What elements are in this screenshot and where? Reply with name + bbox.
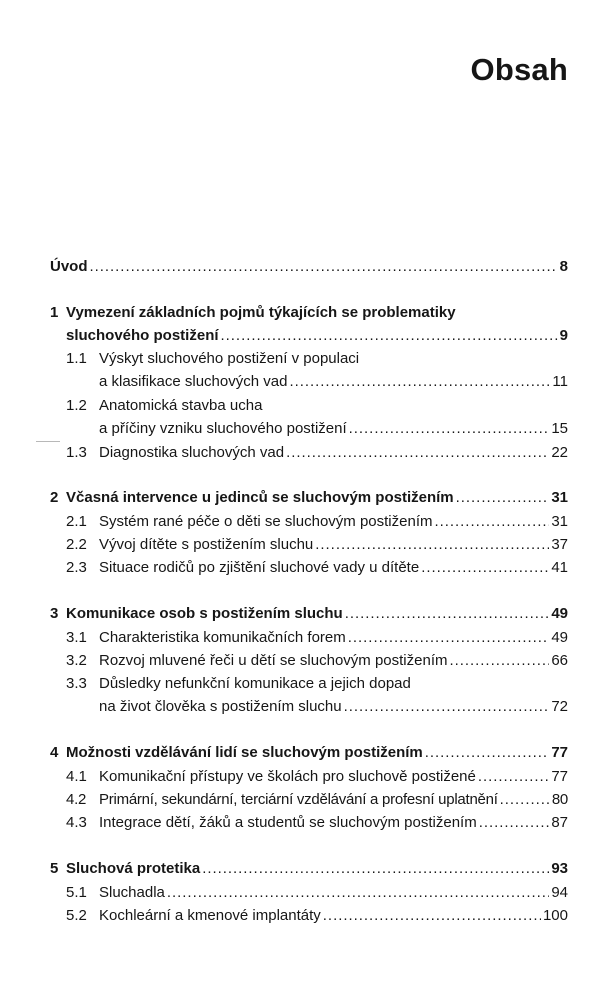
toc-chapter-4 xyxy=(50,743,568,763)
dot-leader xyxy=(344,697,550,717)
toc-page-number: 31 xyxy=(551,489,568,506)
toc-section-number: 4.2 xyxy=(66,791,87,808)
toc-page-number: 22 xyxy=(551,444,568,461)
dot-leader xyxy=(479,813,550,833)
toc-page-number: 37 xyxy=(551,536,568,553)
dot-leader xyxy=(349,419,550,439)
toc-page-number: 66 xyxy=(551,652,568,669)
toc-chapter-1-line2 xyxy=(66,326,568,346)
toc-entry-title: sluchového postižení xyxy=(66,327,219,344)
toc-section-number: 3.2 xyxy=(66,652,87,669)
toc-section-4-1 xyxy=(66,767,568,787)
toc-page-number: 72 xyxy=(551,698,568,715)
toc-entry-title: Komunikační přístupy ve školách pro sluchově postižené xyxy=(99,768,476,785)
toc-entry-title: na život člověka s postižením sluchu xyxy=(99,698,342,715)
toc-page-number: 41 xyxy=(551,559,568,576)
dot-leader xyxy=(167,883,549,903)
dot-leader xyxy=(456,488,550,508)
dot-leader xyxy=(500,790,550,810)
toc-chapter-number: 3 xyxy=(50,605,59,622)
toc-page-number: 77 xyxy=(551,768,568,785)
toc-section-4-2 xyxy=(66,790,568,810)
toc-section-2-1 xyxy=(66,512,568,532)
toc-chapter-2 xyxy=(50,488,568,508)
toc-section-4-3 xyxy=(66,813,568,833)
toc-section-3-2 xyxy=(66,651,568,671)
toc-entry-title: Situace rodičů po zjištění sluchové vady u dítěte xyxy=(99,559,420,576)
toc-entry-uvod xyxy=(50,257,568,277)
toc-entry-title: a klasifikace sluchových vad xyxy=(99,373,288,390)
toc-section-number: 1.1 xyxy=(66,350,87,367)
dot-leader xyxy=(90,257,558,277)
toc-section-number: 2.2 xyxy=(66,536,87,553)
dot-leader xyxy=(345,604,550,624)
toc-entry-title: Anatomická stavba ucha xyxy=(99,397,263,414)
toc-section-number: 2.3 xyxy=(66,559,87,576)
toc-entry-title: Diagnostika sluchových vad xyxy=(99,444,285,461)
toc-entry-title: Výskyt sluchového postižení v populaci xyxy=(99,350,360,367)
toc-entry-title: Komunikace osob s postižením sluchu xyxy=(66,605,343,622)
toc-page-number: 8 xyxy=(559,258,568,275)
toc-entry-title: Primární, sekundární, terciární vzdělávání a profesní uplatnění xyxy=(99,791,498,808)
toc-entry-title: Sluchová protetika xyxy=(66,860,201,877)
toc-page-number: 100 xyxy=(542,907,568,924)
toc-chapter-number: 4 xyxy=(50,744,59,761)
toc-section-number: 1.3 xyxy=(66,444,87,461)
toc-entry-title: Důsledky nefunkční komunikace a jejich dopad xyxy=(99,675,411,692)
toc-page-number: 11 xyxy=(552,373,568,390)
dot-leader xyxy=(202,859,549,879)
toc-entry-title: Systém rané péče o děti se sluchovým postižením xyxy=(99,513,433,530)
toc-entry-title: Charakteristika komunikačních forem xyxy=(99,629,346,646)
dot-leader xyxy=(221,326,558,346)
toc-page-number: 87 xyxy=(551,814,568,831)
toc-entry-title: a příčiny vzniku sluchového postižení xyxy=(99,420,347,437)
toc-section-number: 1.2 xyxy=(66,397,87,414)
dot-leader xyxy=(289,372,550,392)
toc-section-3-3-line2 xyxy=(99,697,568,717)
toc-section-3-3-line1 xyxy=(66,674,568,694)
toc-entry-title: Možnosti vzdělávání lidí se sluchovým postižením xyxy=(66,744,423,761)
toc-page-number: 80 xyxy=(551,791,568,808)
toc-entry-title: Kochleární a kmenové implantáty xyxy=(99,907,321,924)
toc-entry-title: Vymezení základních pojmů týkajících se problematiky xyxy=(66,304,456,321)
toc-page-number: 93 xyxy=(551,860,568,877)
toc-section-5-1 xyxy=(66,883,568,903)
toc-section-number: 4.1 xyxy=(66,768,87,785)
toc-entry-title: Vývoj dítěte s postižením sluchu xyxy=(99,536,314,553)
toc-section-2-3 xyxy=(66,558,568,578)
toc-section-1-3 xyxy=(66,443,568,463)
page-title: Obsah xyxy=(470,52,568,87)
dot-leader xyxy=(435,512,550,532)
toc-section-number: 4.3 xyxy=(66,814,87,831)
dot-leader xyxy=(315,535,549,555)
dot-leader xyxy=(421,558,549,578)
toc-page-number: 49 xyxy=(551,629,568,646)
toc-section-1-1-line1 xyxy=(66,349,568,369)
toc-entry-title: Rozvoj mluvené řeči u dětí se sluchovým postižením xyxy=(99,652,448,669)
toc-section-2-2 xyxy=(66,535,568,555)
toc-section-number: 5.1 xyxy=(66,884,87,901)
toc-page-number: 77 xyxy=(551,744,568,761)
toc-chapter-3 xyxy=(50,604,568,624)
dot-leader xyxy=(425,743,550,763)
toc-page-number: 49 xyxy=(551,605,568,622)
toc-page-number: 15 xyxy=(551,420,568,437)
toc-chapter-number: 1 xyxy=(50,304,59,321)
toc-section-1-2-line1 xyxy=(66,396,568,416)
toc-chapter-1-line1 xyxy=(50,303,568,323)
toc-entry-title: Sluchadla xyxy=(99,884,165,901)
toc-section-number: 5.2 xyxy=(66,907,87,924)
toc-section-number: 2.1 xyxy=(66,513,87,530)
dot-leader xyxy=(449,651,549,671)
dot-leader xyxy=(286,443,549,463)
toc-page-number: 31 xyxy=(551,513,568,530)
toc-chapter-number: 2 xyxy=(50,489,59,506)
toc-section-number: 3.1 xyxy=(66,629,87,646)
toc-section-5-2 xyxy=(66,906,568,926)
scan-artifact-line xyxy=(36,441,60,442)
toc-page-number: 94 xyxy=(551,884,568,901)
toc-chapter-5 xyxy=(50,859,568,879)
toc-section-number: 3.3 xyxy=(66,675,87,692)
toc-entry-title: Úvod xyxy=(50,258,88,275)
toc-section-1-2-line2 xyxy=(99,419,568,439)
dot-leader xyxy=(348,628,550,648)
dot-leader xyxy=(323,906,541,926)
toc-entry-title: Včasná intervence u jedinců se sluchovým postižením xyxy=(66,489,454,506)
toc-entry-title: Integrace dětí, žáků a studentů se sluchovým postižením xyxy=(99,814,477,831)
toc-page-number: 9 xyxy=(559,327,568,344)
toc-section-3-1 xyxy=(66,628,568,648)
toc-chapter-number: 5 xyxy=(50,860,59,877)
toc-section-1-1-line2 xyxy=(99,372,568,392)
dot-leader xyxy=(478,767,549,787)
